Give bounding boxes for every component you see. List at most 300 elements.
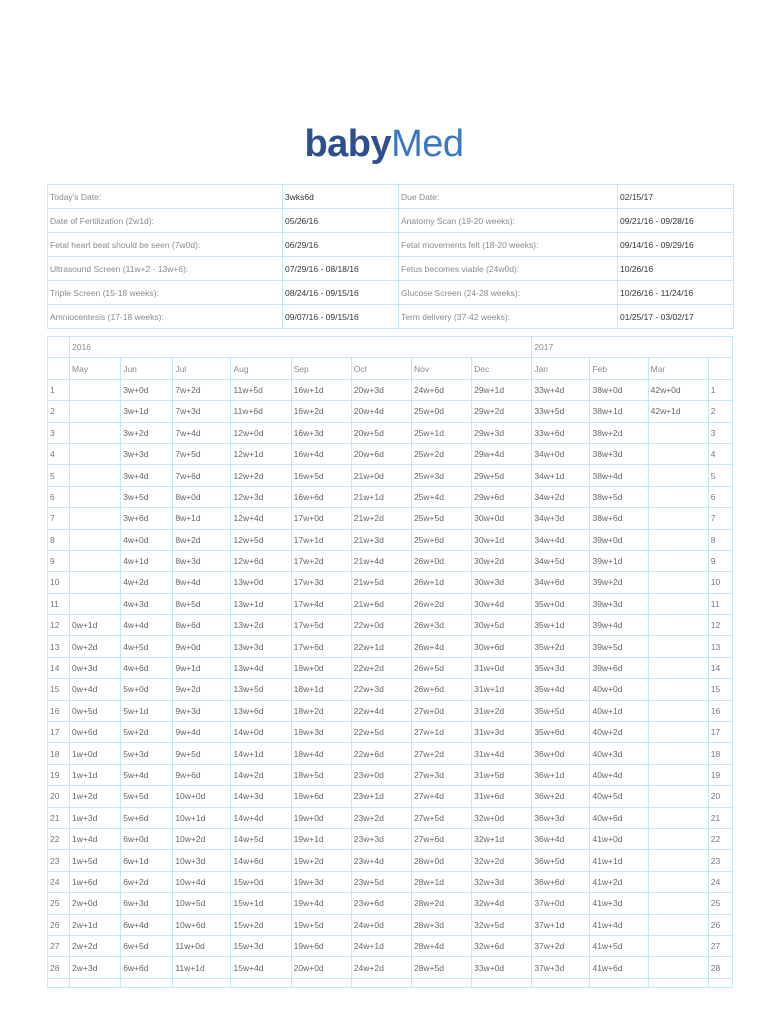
gestational-age-cell: 40w+5d [590, 786, 648, 807]
gestational-age-cell: 18w+6d [291, 786, 351, 807]
gestational-age-cell: 38w+1d [590, 401, 648, 422]
day-number: 6 [708, 486, 732, 507]
gestational-age-cell: 32w+2d [472, 850, 532, 871]
gestational-age-cell: 24w+2d [351, 957, 411, 978]
year-header: 2016 [70, 337, 532, 358]
year-header: 2017 [532, 337, 733, 358]
gestational-age-cell: 33w+6d [532, 422, 590, 443]
gestational-age-cell [648, 743, 708, 764]
gestational-age-cell: 16w+3d [291, 422, 351, 443]
gestational-age-cell [648, 871, 708, 892]
empty-cell [121, 978, 173, 987]
gestational-age-cell: 7w+4d [173, 422, 231, 443]
calendar-row [48, 828, 733, 849]
gestational-age-cell: 34w+0d [532, 443, 590, 464]
gestational-age-cell: 37w+2d [532, 935, 590, 956]
gestational-age-cell [648, 700, 708, 721]
gestational-age-cell: 41w+2d [590, 871, 648, 892]
gestational-age-cell: 17w+6d [291, 636, 351, 657]
gestational-age-cell [70, 443, 121, 464]
gestational-age-cell: 21w+1d [351, 486, 411, 507]
info-value: 10/26/16 [618, 257, 734, 281]
gestational-age-cell: 7w+3d [173, 401, 231, 422]
calendar-row [48, 465, 733, 486]
gestational-age-cell: 16w+2d [291, 401, 351, 422]
calendar-row [48, 636, 733, 657]
gestational-age-cell: 8w+5d [173, 593, 231, 614]
info-value: 01/25/17 - 03/02/17 [618, 305, 734, 329]
info-label: Anatomy Scan (19-20 weeks): [399, 209, 618, 233]
info-value: 09/14/16 - 09/29/16 [618, 233, 734, 257]
gestational-age-cell: 22w+1d [351, 636, 411, 657]
gestational-age-cell: 31w+0d [472, 657, 532, 678]
gestational-age-cell: 22w+3d [351, 679, 411, 700]
day-number: 9 [708, 550, 732, 571]
day-number: 27 [708, 935, 732, 956]
gestational-age-cell: 16w+6d [291, 486, 351, 507]
day-number: 17 [48, 722, 70, 743]
day-number: 16 [708, 700, 732, 721]
gestational-age-cell: 2w+2d [70, 935, 121, 956]
gestational-age-cell: 8w+2d [173, 529, 231, 550]
gestational-age-cell: 13w+0d [231, 572, 291, 593]
gestational-age-cell: 8w+6d [173, 615, 231, 636]
gestational-age-cell: 15w+4d [231, 957, 291, 978]
info-row [48, 305, 734, 329]
day-number: 20 [708, 786, 732, 807]
gestational-age-cell: 38w+3d [590, 443, 648, 464]
calendar-row [48, 722, 733, 743]
day-number: 15 [48, 679, 70, 700]
gestational-age-cell: 11w+5d [231, 379, 291, 400]
calendar-row [48, 743, 733, 764]
gestational-age-cell: 7w+2d [173, 379, 231, 400]
gestational-age-cell: 18w+1d [291, 679, 351, 700]
corner-cell [48, 358, 70, 379]
calendar-row [48, 871, 733, 892]
gestational-age-cell: 10w+4d [173, 871, 231, 892]
gestational-age-cell: 4w+0d [121, 529, 173, 550]
gestational-age-cell: 26w+0d [411, 550, 471, 571]
gestational-age-cell [70, 465, 121, 486]
day-number: 21 [48, 807, 70, 828]
gestational-age-cell [70, 486, 121, 507]
gestational-age-cell: 19w+0d [291, 807, 351, 828]
calendar-row [48, 422, 733, 443]
gestational-age-cell: 41w+5d [590, 935, 648, 956]
gestational-age-cell: 28w+5d [411, 957, 471, 978]
gestational-age-cell: 40w+4d [590, 764, 648, 785]
gestational-age-cell: 1w+3d [70, 807, 121, 828]
gestational-age-cell: 14w+1d [231, 743, 291, 764]
logo-part-med: Med [391, 123, 464, 165]
gestational-age-cell: 16w+5d [291, 465, 351, 486]
gestational-age-cell: 25w+1d [411, 422, 471, 443]
info-row [48, 209, 734, 233]
calendar-row-partial [48, 978, 733, 987]
gestational-age-cell: 31w+5d [472, 764, 532, 785]
gestational-age-cell: 19w+1d [291, 828, 351, 849]
gestational-age-cell: 1w+2d [70, 786, 121, 807]
empty-cell [48, 978, 70, 987]
gestational-age-cell: 34w+4d [532, 529, 590, 550]
day-number: 19 [48, 764, 70, 785]
day-number: 26 [708, 914, 732, 935]
day-number: 9 [48, 550, 70, 571]
gestational-age-cell: 12w+0d [231, 422, 291, 443]
month-header: Oct [351, 358, 411, 379]
gestational-age-cell [648, 572, 708, 593]
gestational-age-cell: 2w+3d [70, 957, 121, 978]
empty-cell [532, 978, 590, 987]
empty-cell [708, 978, 732, 987]
gestational-age-cell: 17w+3d [291, 572, 351, 593]
gestational-age-cell: 36w+2d [532, 786, 590, 807]
gestational-age-cell [70, 508, 121, 529]
gestational-age-cell [648, 914, 708, 935]
gestational-age-cell: 35w+2d [532, 636, 590, 657]
gestational-age-cell: 21w+5d [351, 572, 411, 593]
gestational-age-cell: 1w+1d [70, 764, 121, 785]
gestational-age-cell: 0w+1d [70, 615, 121, 636]
gestational-age-cell: 6w+5d [121, 935, 173, 956]
gestational-age-cell: 16w+4d [291, 443, 351, 464]
gestational-age-cell: 38w+0d [590, 379, 648, 400]
calendar-row [48, 593, 733, 614]
day-number: 5 [708, 465, 732, 486]
gestational-age-cell: 10w+5d [173, 893, 231, 914]
gestational-age-cell: 18w+4d [291, 743, 351, 764]
gestational-age-cell: 34w+6d [532, 572, 590, 593]
gestational-age-cell: 0w+2d [70, 636, 121, 657]
gestational-age-cell: 35w+1d [532, 615, 590, 636]
month-header: Jan [532, 358, 590, 379]
gestational-age-cell: 30w+2d [472, 550, 532, 571]
gestational-age-cell: 2w+1d [70, 914, 121, 935]
gestational-age-cell: 39w+1d [590, 550, 648, 571]
gestational-age-cell: 10w+1d [173, 807, 231, 828]
day-number: 4 [48, 443, 70, 464]
day-number: 24 [708, 871, 732, 892]
day-number: 14 [708, 657, 732, 678]
gestational-age-cell: 25w+6d [411, 529, 471, 550]
calendar-row [48, 914, 733, 935]
empty-cell [70, 978, 121, 987]
gestational-age-cell: 30w+3d [472, 572, 532, 593]
gestational-age-cell: 5w+2d [121, 722, 173, 743]
day-number: 14 [48, 657, 70, 678]
gestational-age-cell [648, 657, 708, 678]
day-number: 4 [708, 443, 732, 464]
calendar-row [48, 807, 733, 828]
day-number: 17 [708, 722, 732, 743]
gestational-age-cell: 9w+1d [173, 657, 231, 678]
gestational-age-cell: 40w+0d [590, 679, 648, 700]
gestational-age-cell: 34w+1d [532, 465, 590, 486]
gestational-age-cell: 9w+4d [173, 722, 231, 743]
month-header: May [70, 358, 121, 379]
gestational-age-cell: 39w+3d [590, 593, 648, 614]
gestational-age-cell [70, 572, 121, 593]
gestational-age-cell: 10w+2d [173, 828, 231, 849]
day-number: 7 [48, 508, 70, 529]
gestational-age-cell [648, 786, 708, 807]
day-number: 18 [708, 743, 732, 764]
info-value: 05/26/16 [283, 209, 399, 233]
gestational-age-cell: 26w+5d [411, 657, 471, 678]
gestational-age-cell: 25w+3d [411, 465, 471, 486]
month-header: Feb [590, 358, 648, 379]
gestational-age-cell: 31w+6d [472, 786, 532, 807]
gestational-age-cell: 4w+3d [121, 593, 173, 614]
gestational-age-cell: 41w+6d [590, 957, 648, 978]
gestational-age-cell: 35w+5d [532, 700, 590, 721]
day-number: 15 [708, 679, 732, 700]
gestational-age-cell [70, 529, 121, 550]
day-number: 16 [48, 700, 70, 721]
gestational-age-cell [70, 401, 121, 422]
gestational-age-cell: 36w+4d [532, 828, 590, 849]
gestational-age-cell: 18w+2d [291, 700, 351, 721]
day-number: 18 [48, 743, 70, 764]
calendar-row [48, 657, 733, 678]
gestational-age-cell: 40w+2d [590, 722, 648, 743]
gestational-age-cell: 39w+4d [590, 615, 648, 636]
gestational-age-cell: 18w+3d [291, 722, 351, 743]
empty-cell [173, 978, 231, 987]
gestational-age-cell: 3w+3d [121, 443, 173, 464]
gestational-age-cell: 23w+6d [351, 893, 411, 914]
gestational-age-cell: 3w+1d [121, 401, 173, 422]
gestational-age-cell: 36w+0d [532, 743, 590, 764]
day-number: 25 [48, 893, 70, 914]
gestational-age-cell: 40w+6d [590, 807, 648, 828]
month-header: Sep [291, 358, 351, 379]
gestational-age-cell: 10w+6d [173, 914, 231, 935]
gestational-age-cell: 15w+0d [231, 871, 291, 892]
gestational-age-cell: 23w+3d [351, 828, 411, 849]
corner-cell [708, 358, 732, 379]
month-header-row [48, 358, 733, 379]
gestational-age-cell: 32w+1d [472, 828, 532, 849]
pregnancy-info-table [47, 184, 734, 329]
gestational-age-cell [648, 722, 708, 743]
gestational-age-cell: 10w+0d [173, 786, 231, 807]
day-number: 11 [708, 593, 732, 614]
gestational-age-cell: 24w+0d [351, 914, 411, 935]
gestational-age-cell: 29w+6d [472, 486, 532, 507]
month-header: Jul [173, 358, 231, 379]
gestational-age-cell: 4w+2d [121, 572, 173, 593]
gestational-age-cell: 3w+5d [121, 486, 173, 507]
gestational-age-cell: 28w+2d [411, 893, 471, 914]
gestational-age-cell: 34w+3d [532, 508, 590, 529]
day-number: 5 [48, 465, 70, 486]
gestational-age-cell: 6w+3d [121, 893, 173, 914]
day-number: 1 [48, 379, 70, 400]
gestational-age-cell: 35w+0d [532, 593, 590, 614]
gestational-age-cell: 15w+2d [231, 914, 291, 935]
gestational-age-cell: 27w+6d [411, 828, 471, 849]
day-number: 26 [48, 914, 70, 935]
month-header: Aug [231, 358, 291, 379]
gestational-age-cell: 8w+1d [173, 508, 231, 529]
empty-cell [411, 978, 471, 987]
gestational-age-cell: 23w+5d [351, 871, 411, 892]
gestational-age-cell [648, 764, 708, 785]
gestational-age-cell: 0w+5d [70, 700, 121, 721]
gestational-age-cell: 14w+6d [231, 850, 291, 871]
gestational-age-cell [648, 807, 708, 828]
day-number: 28 [48, 957, 70, 978]
gestational-age-cell: 26w+3d [411, 615, 471, 636]
gestational-age-cell: 13w+4d [231, 657, 291, 678]
gestational-age-cell: 8w+3d [173, 550, 231, 571]
calendar-row [48, 700, 733, 721]
day-number: 12 [48, 615, 70, 636]
gestational-age-cell: 14w+0d [231, 722, 291, 743]
day-number: 13 [708, 636, 732, 657]
gestational-age-cell: 1w+5d [70, 850, 121, 871]
gestational-age-cell: 33w+4d [532, 379, 590, 400]
gestational-age-cell: 23w+0d [351, 764, 411, 785]
gestational-age-cell: 13w+5d [231, 679, 291, 700]
gestational-age-cell: 9w+2d [173, 679, 231, 700]
gestational-age-cell: 21w+6d [351, 593, 411, 614]
gestational-age-cell: 3w+6d [121, 508, 173, 529]
gestational-age-cell: 11w+1d [173, 957, 231, 978]
day-number: 10 [48, 572, 70, 593]
gestational-age-cell: 29w+3d [472, 422, 532, 443]
gestational-age-cell [648, 443, 708, 464]
calendar-row [48, 850, 733, 871]
gestational-age-cell: 39w+6d [590, 657, 648, 678]
day-number: 6 [48, 486, 70, 507]
empty-cell [590, 978, 648, 987]
day-number: 1 [708, 379, 732, 400]
calendar-row [48, 957, 733, 978]
gestational-age-cell: 20w+5d [351, 422, 411, 443]
gestational-age-cell: 21w+4d [351, 550, 411, 571]
gestational-age-cell: 28w+0d [411, 850, 471, 871]
gestational-age-cell: 29w+1d [472, 379, 532, 400]
gestational-age-cell: 21w+3d [351, 529, 411, 550]
empty-cell [231, 978, 291, 987]
day-number: 20 [48, 786, 70, 807]
gestational-age-cell: 6w+6d [121, 957, 173, 978]
info-label: Fetal heart beat should be seen (7w0d): [48, 233, 283, 257]
gestational-age-cell: 1w+0d [70, 743, 121, 764]
gestational-age-cell: 36w+3d [532, 807, 590, 828]
gestational-age-cell [648, 465, 708, 486]
babymed-logo [0, 122, 768, 166]
gestational-age-cell: 20w+6d [351, 443, 411, 464]
gestational-age-cell: 33w+5d [532, 401, 590, 422]
gestational-age-cell: 17w+4d [291, 593, 351, 614]
gestational-age-cell [648, 957, 708, 978]
empty-cell [291, 978, 351, 987]
gestational-age-cell: 12w+6d [231, 550, 291, 571]
gestational-age-cell: 40w+1d [590, 700, 648, 721]
gestational-age-cell: 8w+4d [173, 572, 231, 593]
gestational-age-cell: 10w+3d [173, 850, 231, 871]
day-number: 27 [48, 935, 70, 956]
gestational-age-cell: 1w+6d [70, 871, 121, 892]
gestational-age-cell: 26w+1d [411, 572, 471, 593]
gestational-age-cell: 40w+3d [590, 743, 648, 764]
gestational-age-cell [648, 422, 708, 443]
pregnancy-week-calendar [47, 336, 733, 988]
gestational-age-cell: 27w+3d [411, 764, 471, 785]
logo-part-baby: baby [304, 123, 392, 165]
gestational-age-cell: 25w+2d [411, 443, 471, 464]
day-number: 23 [708, 850, 732, 871]
info-label: Date of Fertilization (2w1d): [48, 209, 283, 233]
gestational-age-cell: 32w+5d [472, 914, 532, 935]
gestational-age-cell: 23w+2d [351, 807, 411, 828]
gestational-age-cell: 26w+4d [411, 636, 471, 657]
day-number: 22 [708, 828, 732, 849]
gestational-age-cell: 26w+6d [411, 679, 471, 700]
gestational-age-cell: 34w+2d [532, 486, 590, 507]
calendar-row [48, 401, 733, 422]
gestational-age-cell: 24w+6d [411, 379, 471, 400]
gestational-age-cell: 30w+5d [472, 615, 532, 636]
gestational-age-cell: 37w+0d [532, 893, 590, 914]
gestational-age-cell: 4w+5d [121, 636, 173, 657]
info-label: Fetus becomes viable (24w0d): [399, 257, 618, 281]
empty-cell [648, 978, 708, 987]
gestational-age-cell: 8w+0d [173, 486, 231, 507]
day-number: 21 [708, 807, 732, 828]
gestational-age-cell [648, 636, 708, 657]
info-label: Term delivery (37-42 weeks): [399, 305, 618, 329]
gestational-age-cell [648, 529, 708, 550]
info-value: 10/26/16 - 11/24/16 [618, 281, 734, 305]
gestational-age-cell: 12w+1d [231, 443, 291, 464]
gestational-age-cell: 23w+1d [351, 786, 411, 807]
day-number: 23 [48, 850, 70, 871]
gestational-age-cell: 18w+0d [291, 657, 351, 678]
gestational-age-cell: 6w+0d [121, 828, 173, 849]
gestational-age-cell: 3w+0d [121, 379, 173, 400]
info-label: Triple Screen (15-18 weeks): [48, 281, 283, 305]
gestational-age-cell [70, 550, 121, 571]
gestational-age-cell: 19w+6d [291, 935, 351, 956]
gestational-age-cell: 30w+1d [472, 529, 532, 550]
calendar-row [48, 786, 733, 807]
gestational-age-cell: 5w+3d [121, 743, 173, 764]
gestational-age-cell [648, 893, 708, 914]
info-row [48, 185, 734, 209]
calendar-row [48, 572, 733, 593]
gestational-age-cell: 30w+4d [472, 593, 532, 614]
gestational-age-cell: 22w+6d [351, 743, 411, 764]
gestational-age-cell: 25w+5d [411, 508, 471, 529]
gestational-age-cell: 22w+0d [351, 615, 411, 636]
year-header-row [48, 337, 733, 358]
gestational-age-cell: 31w+2d [472, 700, 532, 721]
info-label: Fetal movements felt (18-20 weeks): [399, 233, 618, 257]
gestational-age-cell: 37w+3d [532, 957, 590, 978]
gestational-age-cell: 17w+0d [291, 508, 351, 529]
gestational-age-cell: 25w+0d [411, 401, 471, 422]
gestational-age-cell: 39w+5d [590, 636, 648, 657]
gestational-age-cell: 39w+2d [590, 572, 648, 593]
gestational-age-cell: 27w+1d [411, 722, 471, 743]
gestational-age-cell: 30w+6d [472, 636, 532, 657]
calendar-row [48, 679, 733, 700]
